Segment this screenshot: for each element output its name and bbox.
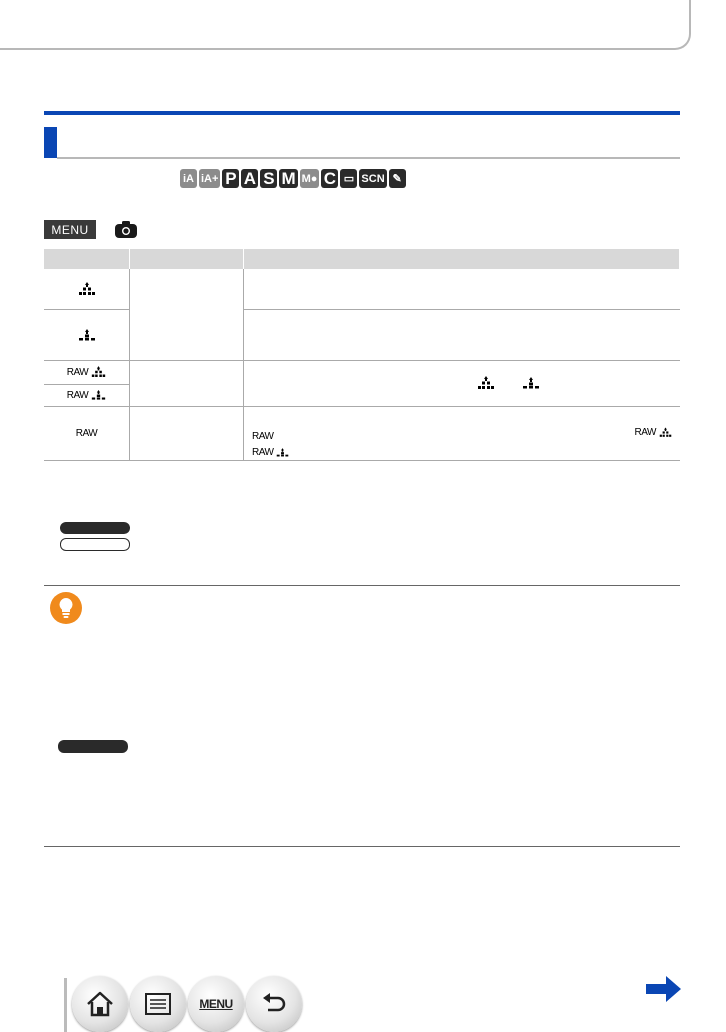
table-cell-icon <box>44 384 130 406</box>
section-marker <box>44 127 57 158</box>
table-header-cell <box>44 249 130 269</box>
home-icon <box>85 990 115 1018</box>
menu-badge: MENU <box>44 220 96 239</box>
table-cell-icon <box>44 406 130 460</box>
table-cell-icon <box>44 309 130 360</box>
mode-icon-m: M <box>281 168 296 188</box>
tip-section-top-rule <box>44 585 680 586</box>
table-cell-desc <box>244 360 680 406</box>
raw-label: RAW <box>75 428 98 439</box>
section-rule <box>57 157 680 159</box>
quality-standard-icon <box>276 448 289 457</box>
mode-icon-ia: iA <box>180 169 197 188</box>
mode-icon-p: P <box>222 169 239 188</box>
quality-fine-icon <box>78 282 96 296</box>
camera-icon <box>114 219 138 239</box>
table-row <box>44 406 680 460</box>
menu-button-label: MENU <box>199 997 233 1011</box>
quality-standard-icon <box>91 390 106 400</box>
mode-icon-ia-plus: iA+ <box>199 169 220 188</box>
raw-label: RAW <box>634 426 656 438</box>
contents-button[interactable] <box>130 976 186 1032</box>
home-button[interactable] <box>72 976 128 1032</box>
note-label-pill <box>58 740 128 753</box>
table-cell-icon <box>44 269 130 309</box>
mode-icon-scn: SCN <box>359 169 386 188</box>
chapter-rule <box>44 111 680 115</box>
raw-standard-inline <box>252 447 289 458</box>
mode-icon-a: A <box>241 169 258 188</box>
note-label-pill <box>60 522 130 534</box>
table-cell-desc <box>244 406 680 460</box>
page-header-frame <box>0 0 691 50</box>
mode-icon-s: S <box>260 169 277 188</box>
lightbulb-tip-icon <box>49 591 83 625</box>
table-cell-icon <box>44 360 130 384</box>
raw-label: RAW <box>252 430 274 442</box>
raw-label: RAW <box>66 366 89 378</box>
mode-icon-creative-video: M● <box>300 169 320 188</box>
list-icon <box>144 992 172 1016</box>
quality-fine-icon <box>477 376 495 390</box>
tip-section-bottom-rule <box>44 846 680 847</box>
table-row <box>44 360 680 384</box>
table-cell-desc <box>244 269 680 309</box>
recording-mode-icons <box>180 169 406 188</box>
quality-table <box>44 249 680 461</box>
table-cell-mid <box>130 269 244 360</box>
nav-divider <box>64 978 67 1032</box>
quality-standard-icon <box>522 377 540 389</box>
raw-fine-inline <box>635 427 672 438</box>
next-page-arrow-icon[interactable] <box>646 975 682 1003</box>
table-header-cell <box>130 249 244 269</box>
mode-icon-creative-control: ✎ <box>389 169 406 188</box>
table-header-row <box>44 249 680 269</box>
table-cell-mid <box>130 406 244 460</box>
return-arrow-icon <box>260 992 288 1016</box>
table-cell-mid <box>130 360 244 406</box>
table-header-cell <box>244 249 680 269</box>
quality-standard-icon <box>78 329 96 341</box>
table-row <box>44 269 680 309</box>
raw-label: RAW <box>66 390 89 401</box>
mode-icon-c: C <box>321 169 338 188</box>
raw-label: RAW <box>252 446 274 458</box>
table-cell-desc <box>244 309 680 360</box>
menu-list-button[interactable] <box>188 976 244 1032</box>
mode-icon-panorama: ▭ <box>340 169 357 188</box>
note-label-pill-outline <box>60 538 130 551</box>
quality-fine-icon <box>91 366 106 378</box>
quality-fine-icon <box>659 427 672 438</box>
back-button[interactable] <box>246 976 302 1032</box>
